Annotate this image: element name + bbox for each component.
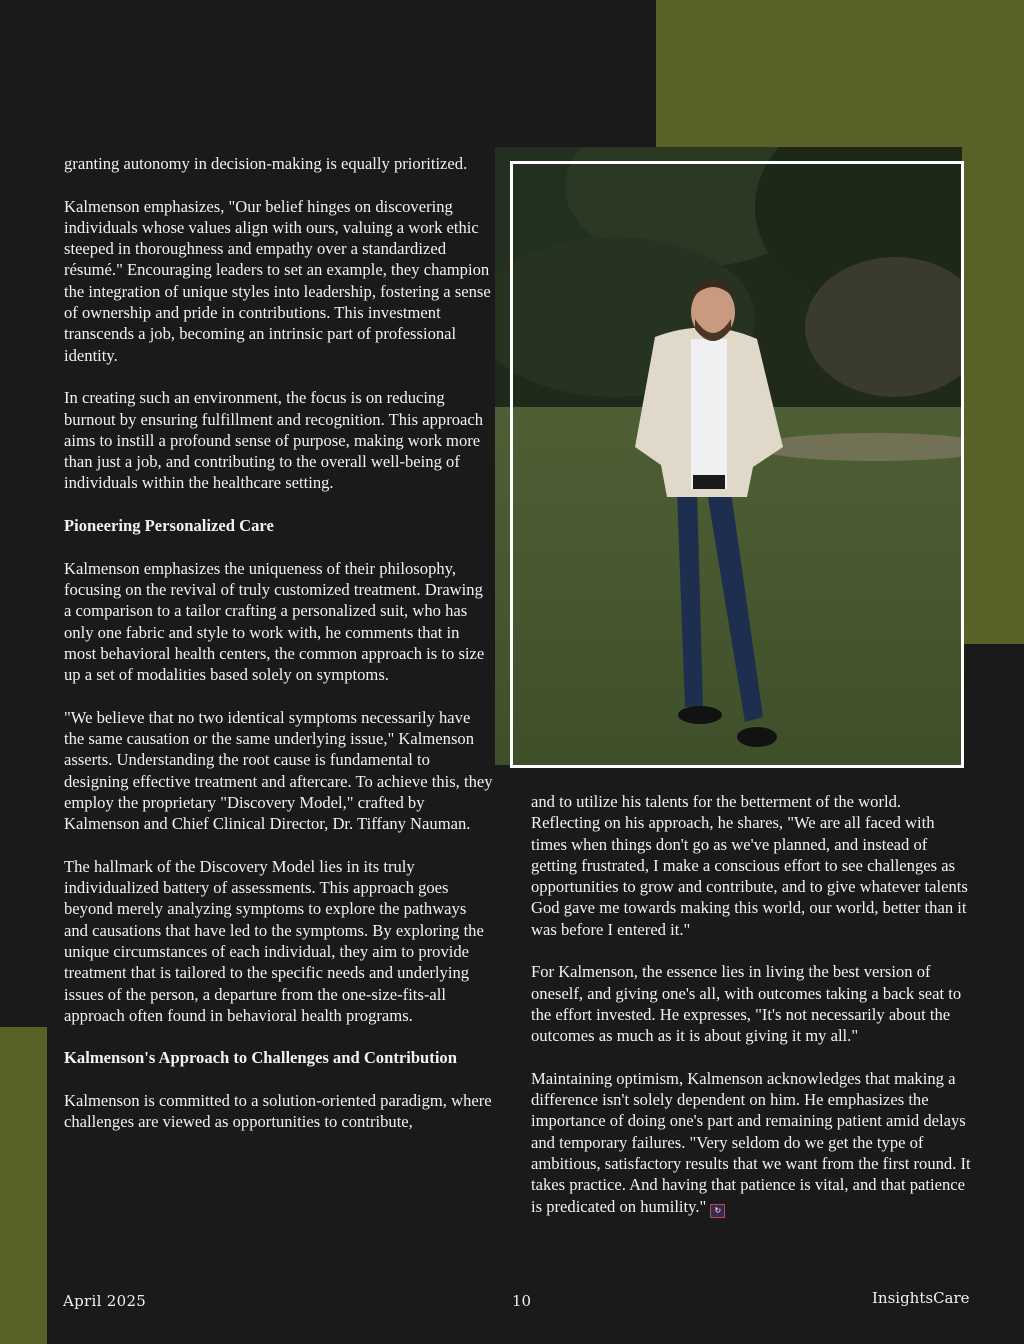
section-heading: Pioneering Personalized Care [64,516,274,536]
end-of-article-icon: ↻ [710,1204,725,1218]
paragraph: and to utilize his talents for the betterment of the world. Reflecting on his approach, he shares, "We are all faced with times when things don't go as we've planned, and instead of getting frustrated, I make a conscious effort to see challenges as opportunities to grow and contribute, and to give whatever talents God gave me towards making this world, our world, better than it was before I entered it." [531,792,968,939]
decorative-olive-block-bottom [0,1027,47,1344]
article-left-column [64,153,494,1133]
paragraph: "We believe that no two identical symptoms necessarily have the same causation or the same underlying issue," Kalmenson asserts. Understanding the root cause is fundamental to designing effective treatment and aftercare. To achieve this, they employ the proprietary "Discovery Model," crafted by Kalmenson and Chief Clinical Director, Dr. Tiffany Nauman. [64,707,493,834]
paragraph: For Kalmenson, the essence lies in living the best version of oneself, and giving one's all, with outcomes taking a back seat to the effort invested. He expresses, "It's not necessarily about the outcomes as much as it is about giving it my all." [531,962,962,1046]
paragraph: Kalmenson emphasizes, "Our belief hinges on discovering individuals whose values align with ours, valuing a work ethic steeped in thoroughness and empathy over a standardized résumé." Encouraging leaders to set an example, they champion the integration of unique styles into leadership, fostering a sense of ownership and pride in contributions. This investment transcends a job, becoming an intrinsic part of professional identity. [64,196,491,365]
paragraph: The hallmark of the Discovery Model lies in its truly individualized battery of assessments. This approach goes beyond merely analyzing symptoms to explore the pathways and causations that have led to the symptoms. By exploring the unique circumstances of each individual, they aim to provide treatment that is tailored to the specific needs and underlying issues of the person, a departure from the one-size-fits-all approach often found in behavioral health programs. [64,856,484,1025]
section-heading: Kalmenson's Approach to Challenges and Contribution [64,1048,457,1068]
footer-brand: InsightsCare [872,1289,970,1307]
paragraph: granting autonomy in decision-making is equally prioritized. [64,154,468,173]
paragraph: In creating such an environment, the focus is on reducing burnout by ensuring fulfillment and recognition. This approach aims to instill a profound sense of purpose, making work more than just a job, and contributing to the overall well-being of individuals within the healthcare setting. [64,388,484,493]
paragraph: Kalmenson is committed to a solution-oriented paradigm, where challenges are viewed as opportunities to contribute, [64,1091,492,1132]
paragraph-text: Maintaining optimism, Kalmenson acknowledges that making a difference isn't solely dependent on him. He emphasizes the importance of doing one's part and remaining patient amid delays and temporary failures. "Very seldom do we get the type of ambitious, satisfactory results that we want from the first round. It takes practice. And having that patience is vital, and that patience is predicated on humility." [531,1068,971,1216]
page-number: 10 [512,1292,532,1310]
article-right-column [531,791,971,1218]
paragraph [531,1068,971,1218]
paragraph: Kalmenson emphasizes the uniqueness of their philosophy, focusing on the revival of truly customized treatment. Drawing a comparison to a tailor crafting a personalized suit, who has only one fabric and style to work with, he comments that in most behavioral health centers, the common approach is to size up a set of modalities based solely on symptoms. [64,558,485,685]
footer-date: April 2025 [63,1292,147,1310]
photo-frame [510,161,964,768]
